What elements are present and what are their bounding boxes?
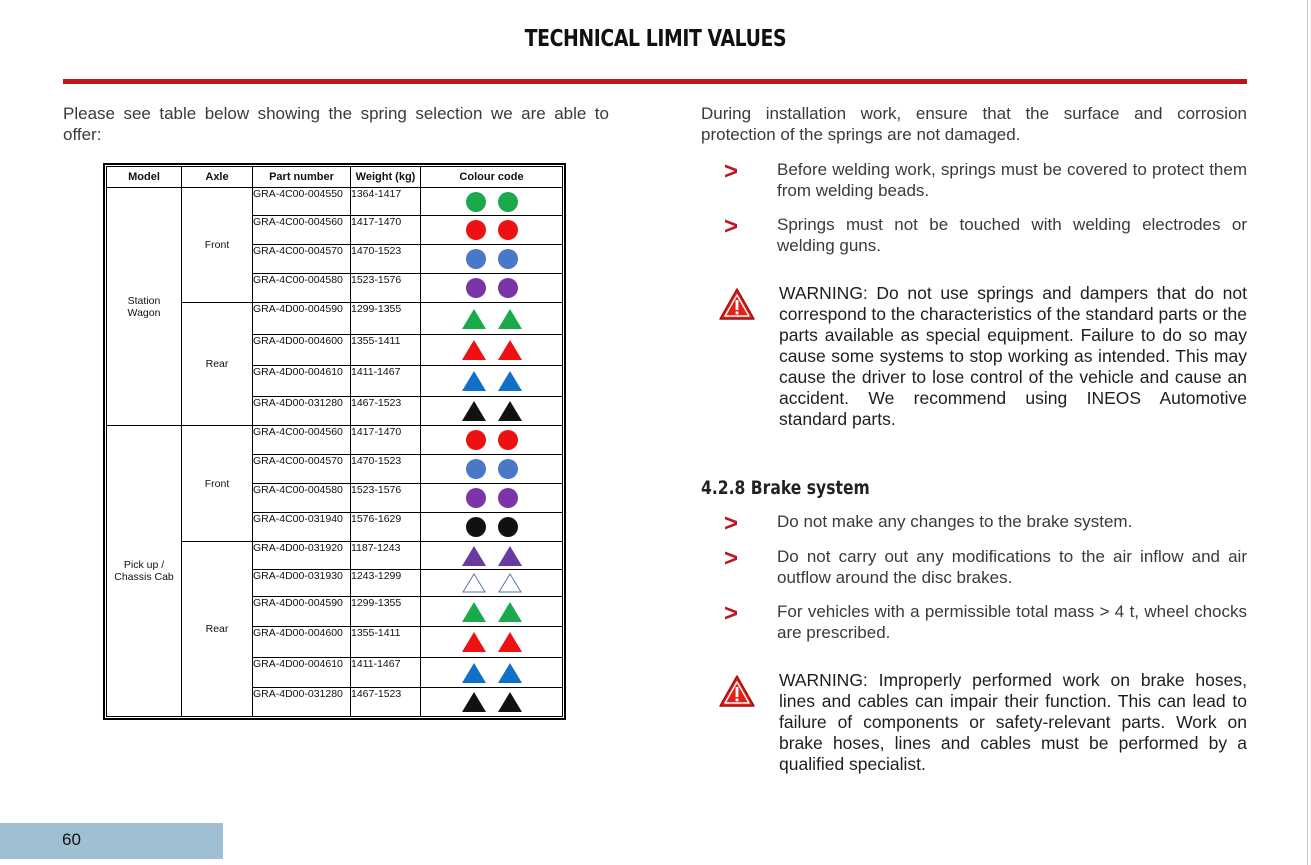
colour-triangle-icon <box>462 371 486 391</box>
part-number-cell: GRA-4D00-031920 <box>253 542 351 570</box>
header-axle: Axle <box>182 167 253 188</box>
weight-cell: 1417-1470 <box>351 216 421 245</box>
colour-code-cell <box>421 397 563 426</box>
weight-cell: 1467-1523 <box>351 688 421 717</box>
header-weight: Weight (kg) <box>351 167 421 188</box>
table-row <box>107 426 563 455</box>
weight-cell: 1299-1355 <box>351 597 421 627</box>
colour-circle-icon <box>498 278 518 298</box>
colour-circle-icon <box>466 278 486 298</box>
intro-text: Please see table below showing the spring selection we are able to offer: <box>63 104 609 144</box>
page-number-bar <box>0 823 223 859</box>
colour-triangle-icon <box>462 340 486 360</box>
part-number-cell: GRA-4D00-031930 <box>253 570 351 597</box>
spring-table <box>106 166 563 717</box>
colour-triangle-icon <box>462 663 486 683</box>
colour-triangle-icon <box>462 309 486 329</box>
colour-code-cell <box>421 570 563 597</box>
colour-circle-icon <box>466 430 486 450</box>
header-model: Model <box>107 167 182 188</box>
colour-triangle-icon <box>498 371 522 391</box>
colour-code-cell <box>421 274 563 303</box>
part-number-cell: GRA-4C00-004560 <box>253 216 351 245</box>
colour-triangle-icon <box>498 309 522 329</box>
warning-text-brakes: WARNING: Improperly performed work on brake hoses, lines and cables can impair their function. This can lead to failure of components or safety-relevant parts. Work on brake hoses, lines and cables must be performed by a qualified specialist. <box>779 670 1247 774</box>
colour-circle-icon <box>498 430 518 450</box>
colour-code-cell <box>421 484 563 513</box>
bullet-text: For vehicles with a permissible total mass > 4 t, wheel chocks are prescribed. <box>777 602 1247 642</box>
colour-code-cell <box>421 597 563 627</box>
header-colour-code: Colour code <box>421 167 563 188</box>
weight-cell: 1299-1355 <box>351 303 421 335</box>
colour-circle-icon <box>498 192 518 212</box>
colour-circle-icon <box>466 220 486 240</box>
part-number-cell: GRA-4D00-004600 <box>253 627 351 658</box>
colour-triangle-icon <box>462 602 486 622</box>
colour-code-cell <box>421 303 563 335</box>
colour-triangle-icon <box>498 546 522 566</box>
colour-circle-icon <box>498 459 518 479</box>
axle-cell: Rear <box>182 542 253 717</box>
part-number-cell: GRA-4D00-031280 <box>253 397 351 426</box>
warning-triangle-icon <box>718 674 756 708</box>
colour-triangle-icon <box>462 632 486 652</box>
weight-cell: 1523-1576 <box>351 484 421 513</box>
colour-triangle-icon <box>498 632 522 652</box>
page-number: 60 <box>62 830 81 849</box>
part-number-cell: GRA-4C00-004570 <box>253 455 351 484</box>
weight-cell: 1355-1411 <box>351 335 421 366</box>
colour-code-cell <box>421 627 563 658</box>
axle-cell: Rear <box>182 303 253 426</box>
colour-circle-icon <box>466 488 486 508</box>
section-heading-brake-system: 4.2.8 Brake system <box>701 477 870 499</box>
bullet-text: Springs must not be touched with welding electrodes or welding guns. <box>777 215 1247 255</box>
colour-triangle-icon <box>462 692 486 712</box>
weight-cell: 1355-1411 <box>351 627 421 658</box>
warning-text-springs: WARNING: Do not use springs and dampers that do not correspond to the characteristics of the standard parts or the parts available as special equipment. Failure to do so may cause some systems to stop working as intended. This may cause the driver to lose control of the vehicle and cause an accident. We recommend using INEOS Automotive standard parts. <box>779 283 1247 429</box>
colour-circle-icon <box>498 249 518 269</box>
part-number-cell: GRA-4C00-004570 <box>253 245 351 274</box>
part-number-cell: GRA-4D00-004590 <box>253 597 351 627</box>
weight-cell: 1576-1629 <box>351 513 421 542</box>
colour-code-cell <box>421 216 563 245</box>
part-number-cell: GRA-4D00-031280 <box>253 688 351 717</box>
part-number-cell: GRA-4D00-004610 <box>253 658 351 688</box>
colour-triangle-outline-icon <box>498 573 522 593</box>
chevron-right-icon: > <box>724 545 739 572</box>
axle-cell: Front <box>182 426 253 542</box>
colour-triangle-icon <box>498 401 522 421</box>
chevron-right-icon: > <box>724 158 739 185</box>
weight-cell: 1187-1243 <box>351 542 421 570</box>
colour-circle-icon <box>498 220 518 240</box>
part-number-cell: GRA-4C00-004580 <box>253 274 351 303</box>
part-number-cell: GRA-4D00-004600 <box>253 335 351 366</box>
colour-triangle-icon <box>462 546 486 566</box>
colour-code-cell <box>421 455 563 484</box>
page-title: TECHNICAL LIMIT VALUES <box>524 26 787 52</box>
colour-code-cell <box>421 513 563 542</box>
spring-table-body <box>107 188 563 717</box>
colour-code-cell <box>421 188 563 216</box>
page-edge-line <box>1307 0 1308 865</box>
colour-circle-icon <box>466 517 486 537</box>
header-part-number: Part number <box>253 167 351 188</box>
colour-circle-icon <box>466 249 486 269</box>
colour-triangle-outline-icon <box>462 573 486 593</box>
chevron-right-icon: > <box>724 213 739 240</box>
install-note: During installation work, ensure that the surface and corrosion protection of the springs are not damaged. <box>701 104 1247 144</box>
weight-cell: 1243-1299 <box>351 570 421 597</box>
bullet-text: Do not make any changes to the brake system. <box>777 512 1133 531</box>
chevron-right-icon: > <box>724 510 739 537</box>
axle-cell: Front <box>182 188 253 303</box>
chevron-right-icon: > <box>724 600 739 627</box>
title-rule <box>63 79 1247 84</box>
weight-cell: 1470-1523 <box>351 455 421 484</box>
weight-cell: 1364-1417 <box>351 188 421 216</box>
weight-cell: 1417-1470 <box>351 426 421 455</box>
warning-triangle-icon <box>718 287 756 321</box>
model-cell: Station Wagon <box>107 188 182 426</box>
colour-circle-icon <box>498 517 518 537</box>
spring-table-frame <box>103 163 566 720</box>
colour-triangle-icon <box>498 602 522 622</box>
weight-cell: 1411-1467 <box>351 658 421 688</box>
colour-circle-icon <box>466 192 486 212</box>
bullet-text: Do not carry out any modifications to the air inflow and air outflow around the disc brakes. <box>777 547 1247 587</box>
model-cell: Pick up / Chassis Cab <box>107 426 182 717</box>
table-header-row <box>107 167 563 188</box>
colour-code-cell <box>421 688 563 717</box>
colour-triangle-icon <box>498 692 522 712</box>
part-number-cell: GRA-4D00-004610 <box>253 366 351 397</box>
part-number-cell: GRA-4C00-004550 <box>253 188 351 216</box>
table-row <box>107 188 563 216</box>
part-number-cell: GRA-4C00-004580 <box>253 484 351 513</box>
weight-cell: 1411-1467 <box>351 366 421 397</box>
bullet-text: Before welding work, springs must be covered to protect them from welding beads. <box>777 160 1247 200</box>
colour-code-cell <box>421 335 563 366</box>
colour-code-cell <box>421 245 563 274</box>
part-number-cell: GRA-4C00-031940 <box>253 513 351 542</box>
colour-circle-icon <box>466 459 486 479</box>
part-number-cell: GRA-4D00-004590 <box>253 303 351 335</box>
colour-triangle-icon <box>498 663 522 683</box>
weight-cell: 1523-1576 <box>351 274 421 303</box>
colour-triangle-icon <box>462 401 486 421</box>
part-number-cell: GRA-4C00-004560 <box>253 426 351 455</box>
colour-code-cell <box>421 366 563 397</box>
weight-cell: 1467-1523 <box>351 397 421 426</box>
colour-triangle-icon <box>498 340 522 360</box>
colour-code-cell <box>421 426 563 455</box>
weight-cell: 1470-1523 <box>351 245 421 274</box>
colour-code-cell <box>421 658 563 688</box>
colour-code-cell <box>421 542 563 570</box>
colour-circle-icon <box>498 488 518 508</box>
